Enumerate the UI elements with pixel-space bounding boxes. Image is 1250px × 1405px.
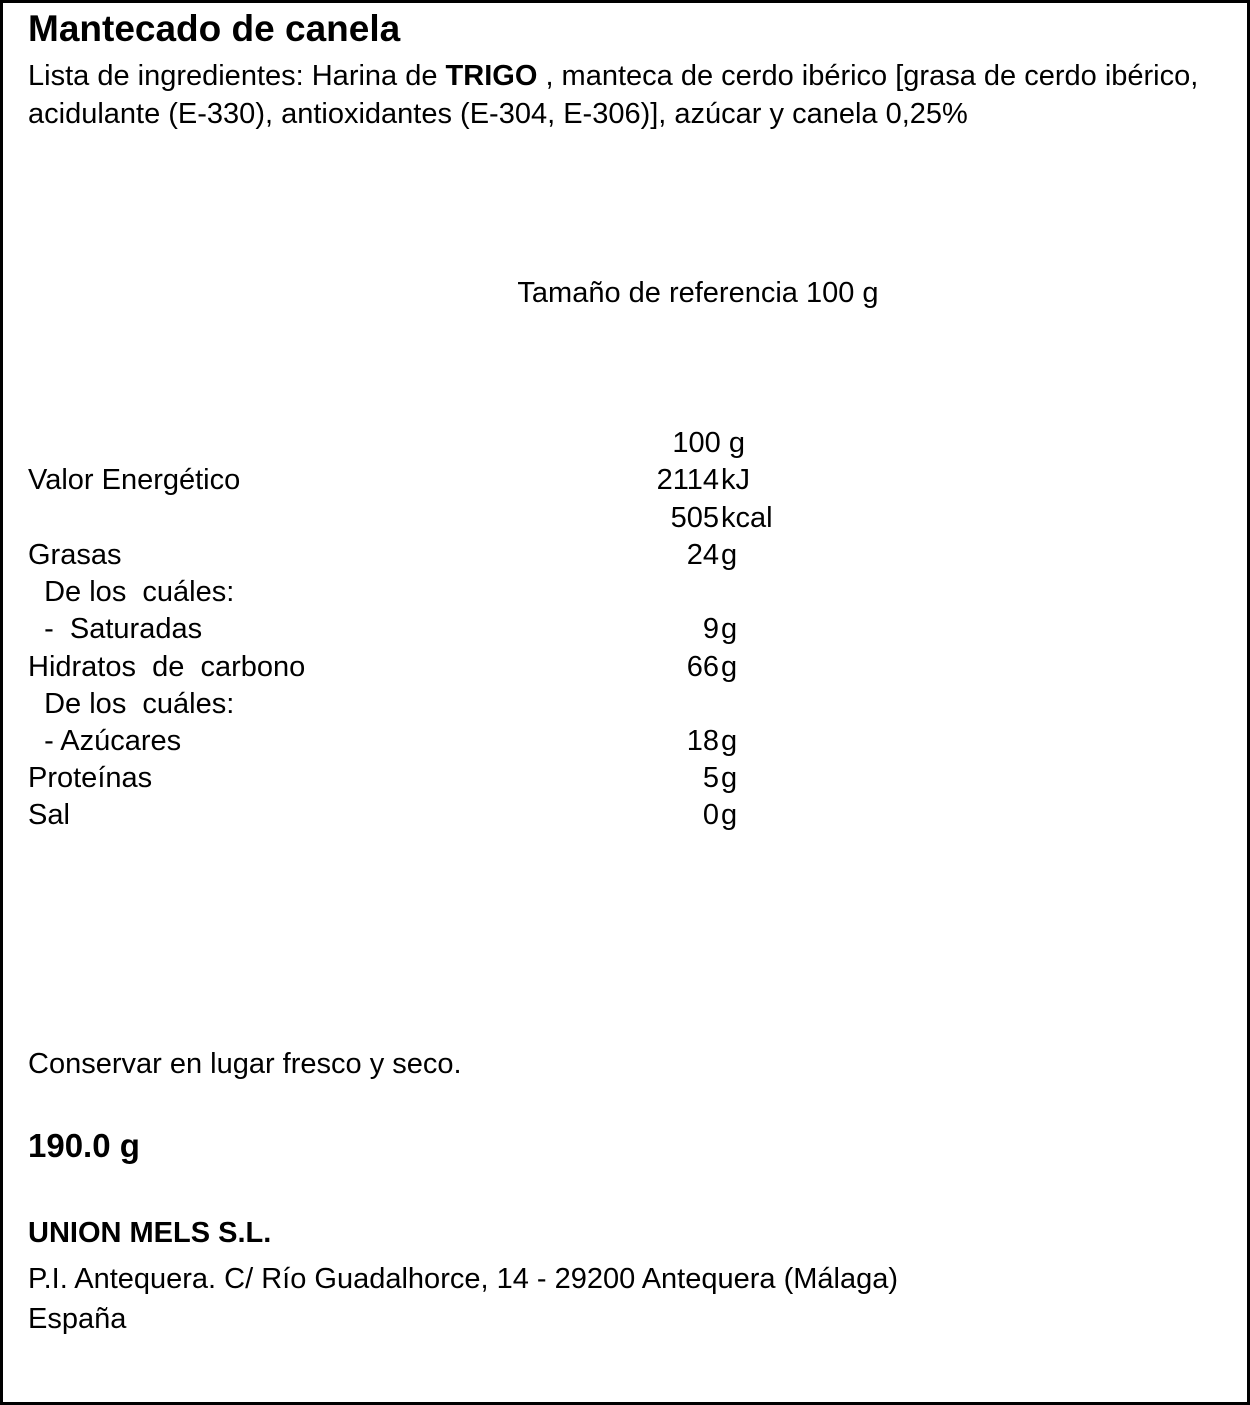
row-label-of-which-fat: De los cuáles: <box>28 576 235 608</box>
row-value-energy-kcal: 505 <box>670 502 719 534</box>
company-name: UNION MELS S.L. <box>28 1217 272 1249</box>
row-label-energy: Valor Energético <box>28 464 241 496</box>
row-value-protein: 5 <box>702 762 719 794</box>
ingredients-list <box>28 57 1208 133</box>
row-unit-energy-kcal: kcal <box>721 502 773 534</box>
row-unit-energy-kj: kJ <box>721 464 750 496</box>
company-address: P.I. Antequera. C/ Río Guadalhorce, 14 - 29200 Antequera (Málaga) <box>28 1263 899 1295</box>
row-value-energy-kj: 2114 <box>656 464 719 496</box>
row-label-salt: Sal <box>28 799 70 831</box>
product-title: Mantecado de canela <box>28 8 401 49</box>
row-label-carbohydrates: Hidratos de carbono <box>28 651 306 683</box>
ingredients-suffix: , manteca de cerdo ibérico [grasa de cerdo ibérico, acidulante (E-330), antioxidantes (E-304, E-306)], azúcar y canela 0,25% <box>28 60 1199 130</box>
row-value-salt: 0 <box>702 799 719 831</box>
row-label-fat: Grasas <box>28 539 122 571</box>
reference-size: Tamaño de referencia 100 g <box>517 277 879 309</box>
row-unit-salt: g <box>721 799 738 831</box>
row-value-saturated: 9 <box>702 613 719 645</box>
row-label-sugars: - Azúcares <box>28 725 182 757</box>
column-header: 100 g <box>672 427 745 459</box>
row-value-fat: 24 <box>686 539 719 571</box>
row-unit-fat: g <box>721 539 738 571</box>
row-unit-carbohydrates: g <box>721 651 738 683</box>
row-unit-sugars: g <box>721 725 738 757</box>
row-label-protein: Proteínas <box>28 762 153 794</box>
row-unit-saturated: g <box>721 613 738 645</box>
row-label-of-which-carbs: De los cuáles: <box>28 688 235 720</box>
allergen-wheat: TRIGO <box>445 60 538 92</box>
row-label-saturated: - Saturadas <box>28 613 203 645</box>
company-country: España <box>28 1303 127 1335</box>
net-weight: 190.0 g <box>28 1127 140 1164</box>
row-unit-protein: g <box>721 762 738 794</box>
row-value-carbohydrates: 66 <box>686 651 719 683</box>
row-value-sugars: 18 <box>686 725 719 757</box>
ingredients-prefix: Lista de ingredientes: Harina de <box>28 60 446 92</box>
storage-instructions: Conservar en lugar fresco y seco. <box>28 1048 462 1080</box>
